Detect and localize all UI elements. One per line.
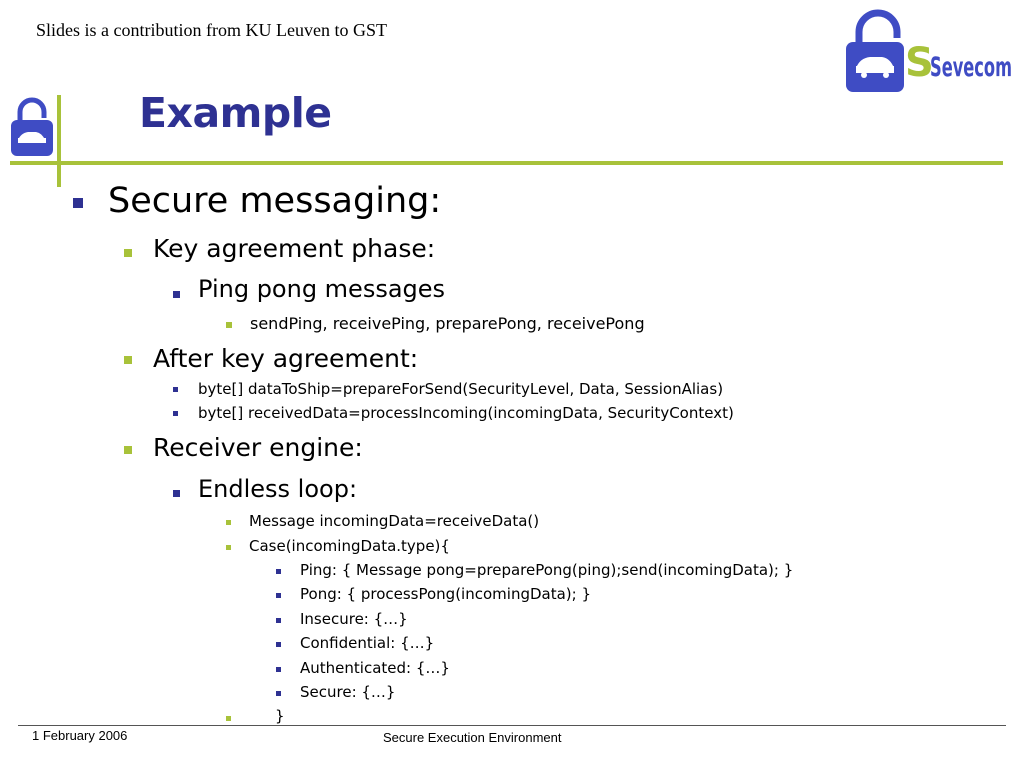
contribution-credit: Slides is a contribution from KU Leuven to GST	[36, 20, 387, 40]
bullet-blue	[276, 593, 281, 598]
bullet-case-stmt: Case(incomingData.type){	[249, 537, 450, 555]
footer-title: Secure Execution Environment	[383, 730, 562, 745]
bullet-case-authenticated: Authenticated: {…}	[300, 659, 450, 677]
bullet-key-agreement: Key agreement phase:	[153, 234, 436, 263]
bullet-blue	[173, 291, 180, 298]
bullet-blue	[276, 667, 281, 672]
sevecom-logo	[842, 4, 1014, 96]
svg-text:S: S	[905, 40, 934, 86]
bullet-prepare-send: byte[] dataToShip=prepareForSend(SecurityLevel, Data, SessionAlias)	[198, 380, 724, 398]
slide-title: Example	[139, 89, 332, 137]
title-accent-horizontal-line	[10, 161, 1003, 165]
bullet-green	[226, 716, 231, 721]
bullet-blue	[276, 691, 281, 696]
bullet-blue	[276, 618, 281, 623]
bullet-case-insecure: Insecure: {…}	[300, 610, 408, 628]
bullet-close-brace: }	[275, 707, 285, 725]
bullet-green	[124, 249, 132, 257]
bullet-secure-messaging: Secure messaging:	[108, 181, 442, 221]
brand-name: Sevecom	[930, 52, 1012, 83]
footer-date: 1 February 2006	[32, 728, 128, 743]
bullet-blue	[173, 387, 178, 392]
bullet-blue	[73, 198, 83, 208]
bullet-green	[226, 322, 232, 328]
bullet-blue	[173, 411, 178, 416]
bullet-process-incoming: byte[] receivedData=processIncoming(incomingData, SecurityContext)	[198, 404, 734, 422]
bullet-green	[124, 356, 132, 364]
bullet-case-ping: Ping: { Message pong=preparePong(ping);send(incomingData); }	[300, 561, 794, 579]
bullet-blue	[173, 490, 180, 497]
bullet-ping-pong: Ping pong messages	[198, 275, 446, 303]
bullet-green	[226, 520, 231, 525]
bullet-endless-loop: Endless loop:	[198, 475, 358, 503]
bullet-receive-data: Message incomingData=receiveData()	[249, 512, 540, 530]
bullet-ping-functions: sendPing, receivePing, preparePong, receivePong	[250, 314, 645, 333]
bullet-case-secure: Secure: {…}	[300, 683, 396, 701]
bullet-after-key-agreement: After key agreement:	[153, 344, 419, 373]
title-accent-vertical-line	[57, 95, 61, 187]
bullet-case-pong: Pong: { processPong(incomingData); }	[300, 585, 591, 603]
bullet-blue	[276, 642, 281, 647]
footer-divider	[18, 725, 1006, 726]
bullet-receiver-engine: Receiver engine:	[153, 433, 363, 462]
bullet-green	[226, 545, 231, 550]
bullet-green	[124, 446, 132, 454]
lock-car-icon	[8, 92, 56, 158]
bullet-blue	[276, 569, 281, 574]
bullet-case-confidential: Confidential: {…}	[300, 634, 435, 652]
